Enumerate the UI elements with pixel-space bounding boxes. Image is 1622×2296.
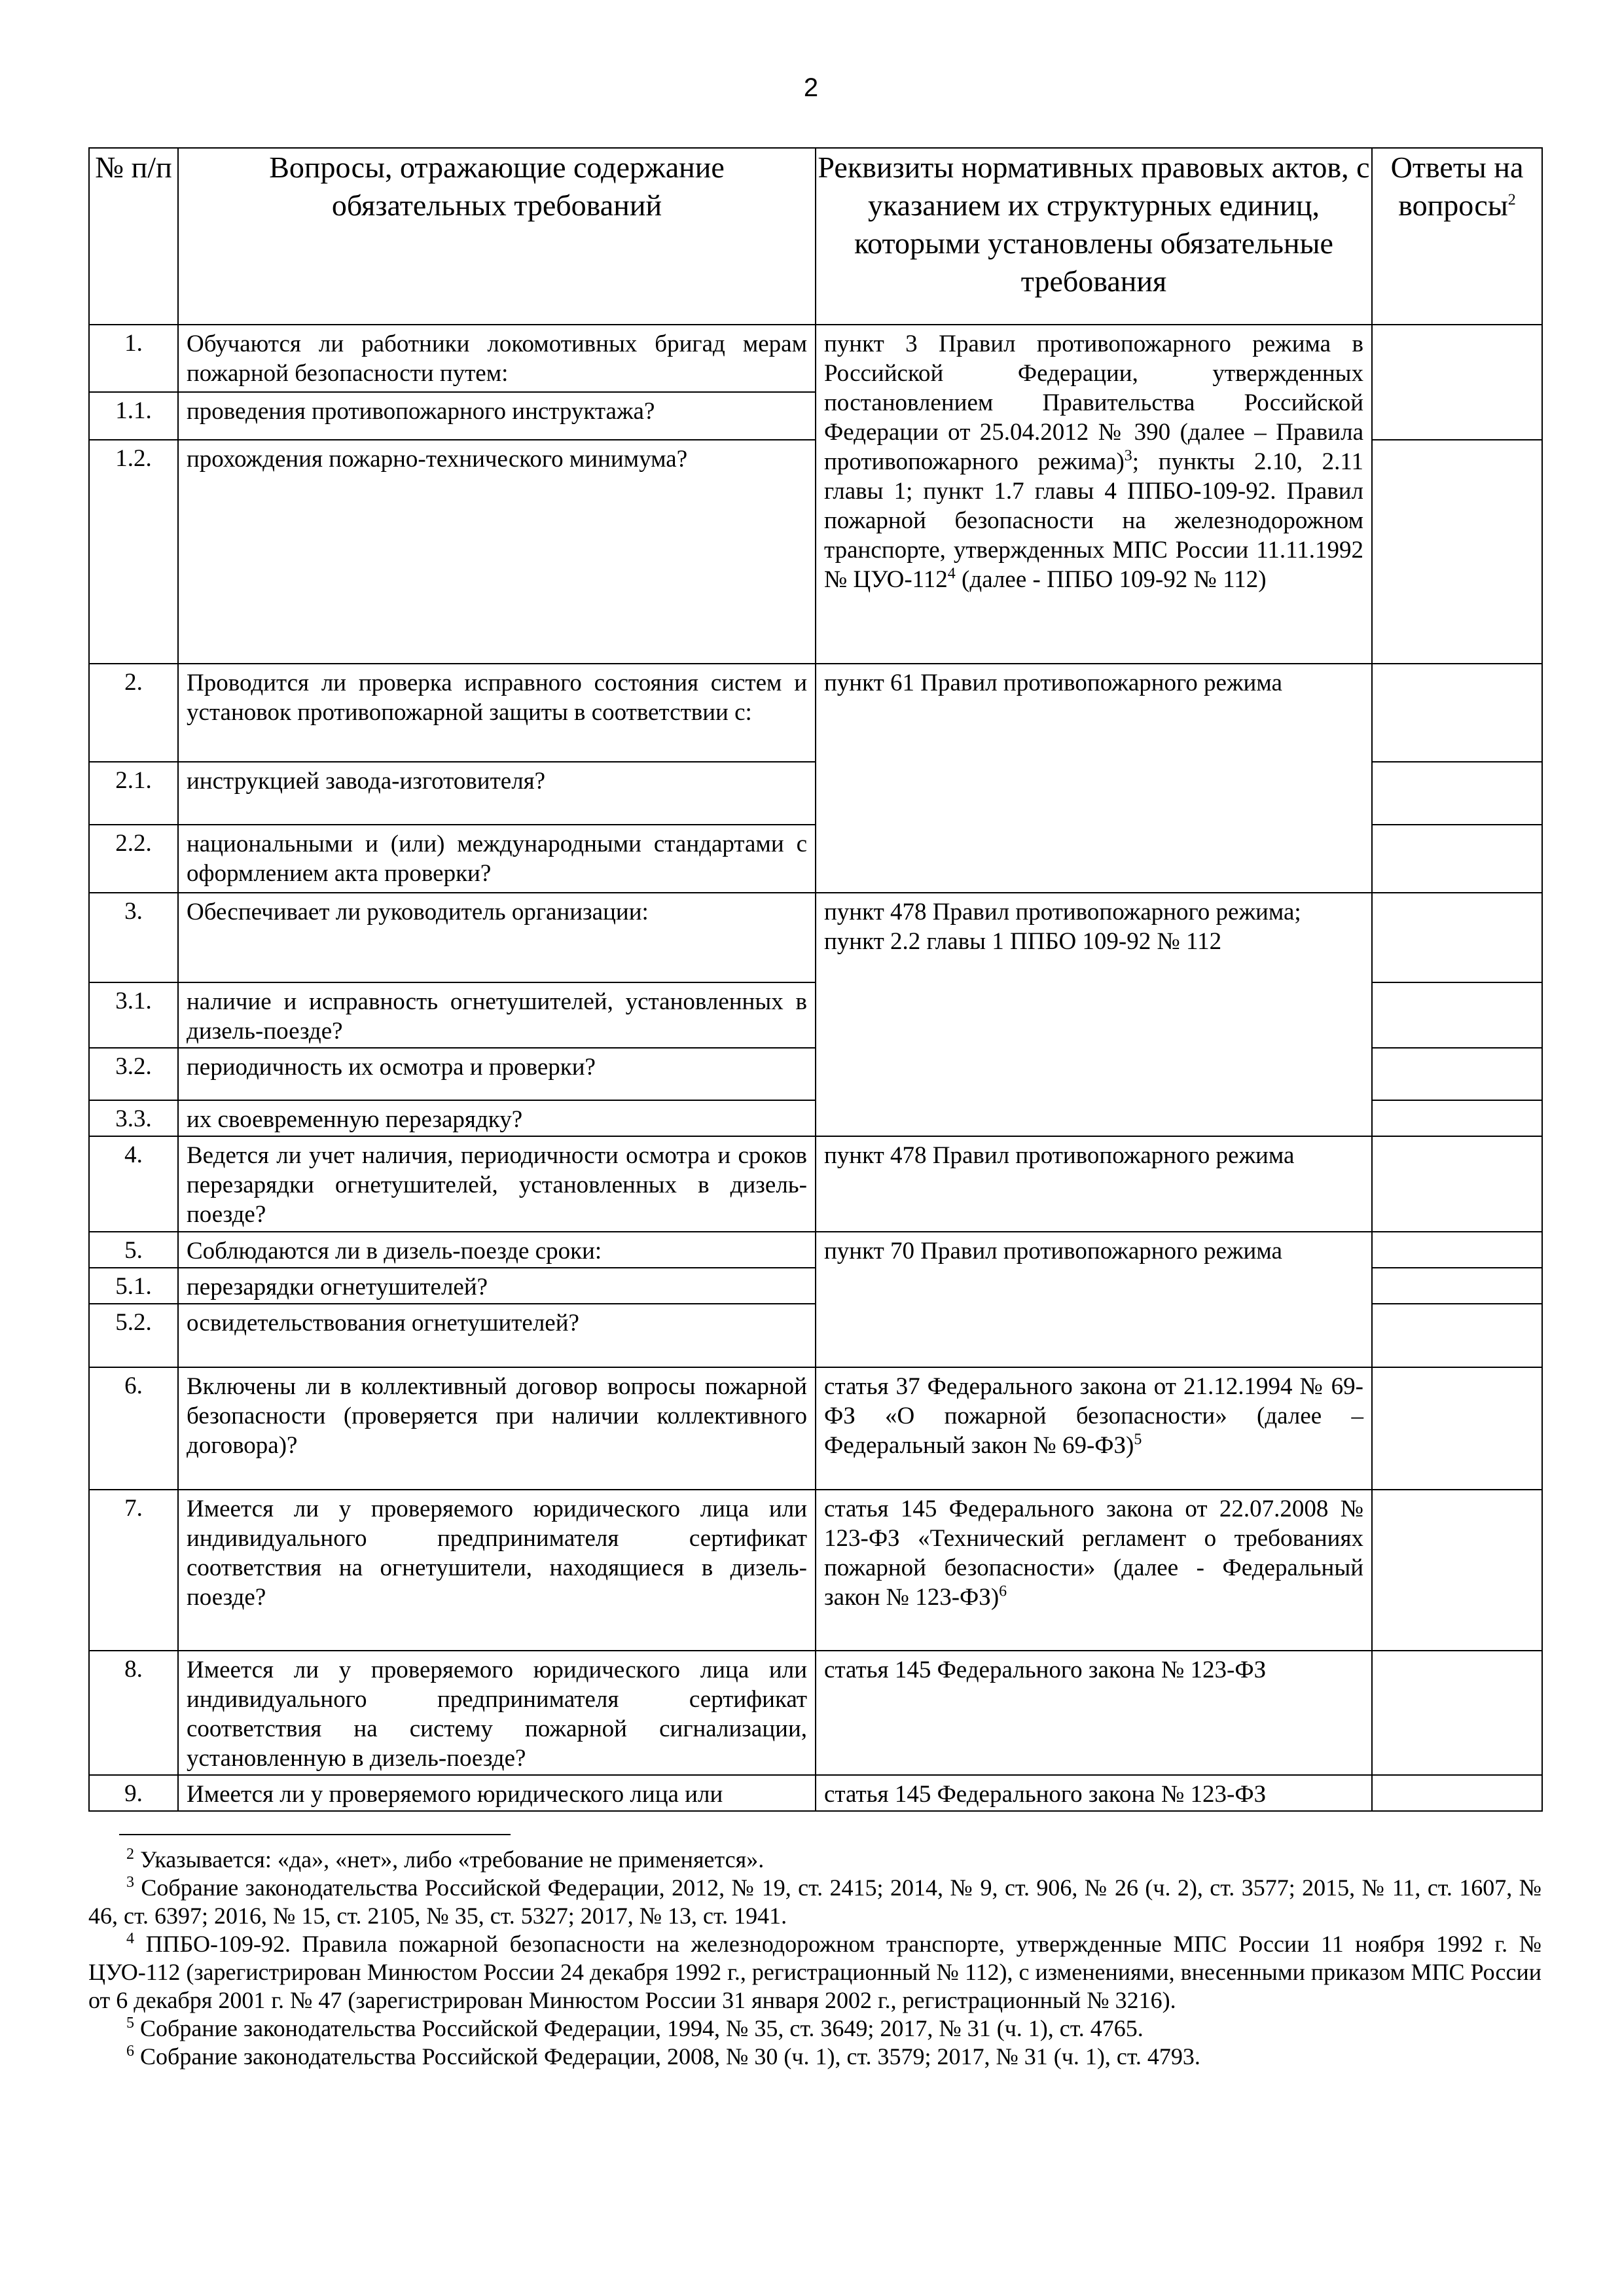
table-row: [89, 1232, 1542, 1268]
answer-cell[interactable]: [1372, 325, 1542, 440]
answer-cell[interactable]: [1372, 1490, 1542, 1651]
footnote-mark: 4: [947, 565, 956, 583]
footnote-text: Собрание законодательства Российской Федерации, 2008, № 30 (ч. 1), ст. 3579; 2017, № 31 (ч. 1), ст. 4793.: [140, 2043, 1200, 2070]
ref-line: пункт 2.2 главы 1 ППБО 109-92 № 112: [824, 928, 1222, 955]
row-question: их своевременную перезарядку?: [178, 1100, 816, 1136]
footnote-text: Указывается: «да», «нет», либо «требование не применяется».: [140, 1846, 765, 1873]
row-question: Проводится ли проверка исправного состояния систем и установок противопожарной защиты в соответствии с:: [178, 664, 816, 762]
row-question: наличие и исправность огнетушителей, установленных в дизель-поезде?: [178, 982, 816, 1048]
row-num: 1.: [89, 325, 178, 392]
footnote: [88, 1846, 1541, 1874]
table-row: [89, 1651, 1542, 1775]
ref-text: пункт 3 Правил противопожарного режима в Российской Федерации, утвержденных постановлением Правительства Российской Федерации от 25.04.2012 № 390 (далее – Правила противопожарного режима): [824, 331, 1363, 475]
table-row: [89, 325, 1542, 392]
footnote-mark: 5: [1134, 1431, 1142, 1448]
header-answers-footnote-mark: 2: [1507, 191, 1516, 209]
ref-line: пункт 478 Правил противопожарного режима;: [824, 899, 1301, 925]
footnote-mark: 6: [999, 1583, 1007, 1600]
row-num: 3.: [89, 893, 178, 982]
footnote-mark: 6: [126, 2043, 134, 2060]
row-question: прохождения пожарно-технического минимума?: [178, 440, 816, 664]
row-question: перезарядки огнетушителей?: [178, 1268, 816, 1304]
footnote: [88, 1874, 1541, 1930]
row-question: национальными и (или) международными стандартами с оформлением акта проверки?: [178, 825, 816, 893]
row-question: инструкцией завода-изготовителя?: [178, 762, 816, 825]
row-question: Ведется ли учет наличия, периодичности осмотра и сроков перезарядки огнетушителей, установленных в дизель-поезде?: [178, 1136, 816, 1232]
header-answers-text: Ответы на вопросы: [1390, 151, 1524, 222]
ref-text: (далее - ППБО 109-92 № 112): [955, 566, 1267, 593]
answer-cell[interactable]: [1372, 440, 1542, 664]
answer-cell[interactable]: [1372, 825, 1542, 893]
answer-cell[interactable]: [1372, 762, 1542, 825]
row-num: 8.: [89, 1651, 178, 1775]
answer-cell[interactable]: [1372, 1775, 1542, 1811]
row-question: Имеется ли у проверяемого юридического лица или индивидуального предпринимателя сертификат соответствия на огнетушители, находящиеся в дизель-поезде?: [178, 1490, 816, 1651]
footnote-text: Собрание законодательства Российской Федерации, 2012, № 19, ст. 2415; 2014, № 9, ст. 906, № 26 (ч. 2), ст. 3577; 2015, № 11, ст. 1607, № 46, ст. 6397; 2016, № 15, ст. 2105, № 35, ст. 5327; 2017, № 13, ст. 1941.: [88, 1874, 1542, 1929]
row-requisites: [816, 893, 1372, 1136]
header-requisites: Реквизиты нормативных правовых актов, с указанием их структурных единиц, которыми установлены обязательные требования: [816, 148, 1372, 325]
row-requisites: пункт 70 Правил противопожарного режима: [816, 1232, 1372, 1367]
row-num: 3.2.: [89, 1048, 178, 1100]
table-row: [89, 1775, 1542, 1811]
row-requisites: [816, 1490, 1372, 1651]
footnote-mark: 2: [126, 1846, 134, 1863]
table-row: [89, 1490, 1542, 1651]
row-requisites: пункт 61 Правил противопожарного режима: [816, 664, 1372, 893]
row-requisites: [816, 1367, 1372, 1490]
row-num: 3.3.: [89, 1100, 178, 1136]
footnote-text: Собрание законодательства Российской Федерации, 1994, № 35, ст. 3649; 2017, № 31 (ч. 1), ст. 4765.: [140, 2015, 1144, 2041]
answer-cell[interactable]: [1372, 1651, 1542, 1775]
row-num: 1.2.: [89, 440, 178, 664]
footnote-mark: 4: [126, 1930, 134, 1947]
row-num: 6.: [89, 1367, 178, 1490]
row-question: освидетельствования огнетушителей?: [178, 1304, 816, 1367]
row-requisites: [816, 325, 1372, 664]
row-num: 4.: [89, 1136, 178, 1232]
footnote-mark: 3: [1124, 447, 1132, 465]
footnote: [88, 2043, 1541, 2071]
row-question: Соблюдаются ли в дизель-поезде сроки:: [178, 1232, 816, 1268]
answer-cell[interactable]: [1372, 1367, 1542, 1490]
row-num: 2.2.: [89, 825, 178, 893]
footnote-mark: 3: [126, 1874, 134, 1891]
ref-text: ; пункты 2.10, 2.11 главы 1; пункт 1.7 главы 4 ППБО-109-92. Правил пожарной безопасности на железнодорожном транспорте, утвержденных МПС России 11.11.1992 № ЦУО-112: [824, 448, 1363, 593]
table-row: [89, 1367, 1542, 1490]
table-header-row: [89, 148, 1542, 325]
header-num: № п/п: [89, 148, 178, 325]
row-question: Обучаются ли работники локомотивных бригад мерам пожарной безопасности путем:: [178, 325, 816, 392]
table-row: [89, 664, 1542, 762]
row-num: 3.1.: [89, 982, 178, 1048]
row-num: 2.: [89, 664, 178, 762]
row-question: Включены ли в коллективный договор вопросы пожарной безопасности (проверяется при наличии коллективного договора)?: [178, 1367, 816, 1490]
answer-cell[interactable]: [1372, 1100, 1542, 1136]
row-question: Имеется ли у проверяемого юридического лица или: [178, 1775, 816, 1811]
footnotes: [88, 1846, 1541, 2071]
footnote-mark: 5: [126, 2015, 134, 2032]
table-row: [89, 1136, 1542, 1232]
footnote-text: ППБО-109-92. Правила пожарной безопасности на железнодорожном транспорте, утвержденные МПС России 11 ноября 1992 г. № ЦУО-112 (зарегистрирован Минюстом России 24 декабря 1992 г., регистрационный № 112), с изменениями, внесенными приказом МПС России от 6 декабря 2001 г. № 47 (зарегистрирован Минюстом России 31 января 2002 г., регистрационный № 3216).: [88, 1931, 1541, 2013]
row-num: 5.: [89, 1232, 178, 1268]
row-question: проведения противопожарного инструктажа?: [178, 392, 816, 440]
answer-cell[interactable]: [1372, 1304, 1542, 1367]
row-num: 5.2.: [89, 1304, 178, 1367]
header-answers: [1372, 148, 1542, 325]
row-num: 2.1.: [89, 762, 178, 825]
answer-cell[interactable]: [1372, 664, 1542, 762]
requirements-table: [88, 147, 1543, 1812]
row-num: 9.: [89, 1775, 178, 1811]
answer-cell[interactable]: [1372, 1136, 1542, 1232]
answer-cell[interactable]: [1372, 893, 1542, 982]
ref-text: статья 37 Федерального закона от 21.12.1994 № 69-ФЗ «О пожарной безопасности» (далее – Федеральный закон № 69-ФЗ): [824, 1373, 1363, 1459]
row-requisites: пункт 478 Правил противопожарного режима: [816, 1136, 1372, 1232]
footnote: [88, 1930, 1541, 2015]
row-num: 5.1.: [89, 1268, 178, 1304]
row-requisites: статья 145 Федерального закона № 123-ФЗ: [816, 1651, 1372, 1775]
row-num: 7.: [89, 1490, 178, 1651]
header-questions: Вопросы, отражающие содержание обязательных требований: [178, 148, 816, 325]
answer-cell[interactable]: [1372, 1232, 1542, 1268]
row-question: периодичность их осмотра и проверки?: [178, 1048, 816, 1100]
answer-cell[interactable]: [1372, 982, 1542, 1048]
page-number: 2: [803, 73, 819, 102]
row-requisites: статья 145 Федерального закона № 123-ФЗ: [816, 1775, 1372, 1811]
answer-cell[interactable]: [1372, 1268, 1542, 1304]
table-row: [89, 893, 1542, 982]
row-question: Имеется ли у проверяемого юридического лица или индивидуального предпринимателя сертификат соответствия на систему пожарной сигнализации, установленную в дизель-поезде?: [178, 1651, 816, 1775]
ref-text: статья 145 Федерального закона от 22.07.2008 № 123-ФЗ «Технический регламент о требованиях пожарной безопасности» (далее - Федеральный закон № 123-ФЗ): [824, 1496, 1363, 1611]
row-num: 1.1.: [89, 392, 178, 440]
row-question: Обеспечивает ли руководитель организации:: [178, 893, 816, 982]
footnote: [88, 2015, 1541, 2043]
footnote-separator: [119, 1834, 511, 1835]
answer-cell[interactable]: [1372, 1048, 1542, 1100]
